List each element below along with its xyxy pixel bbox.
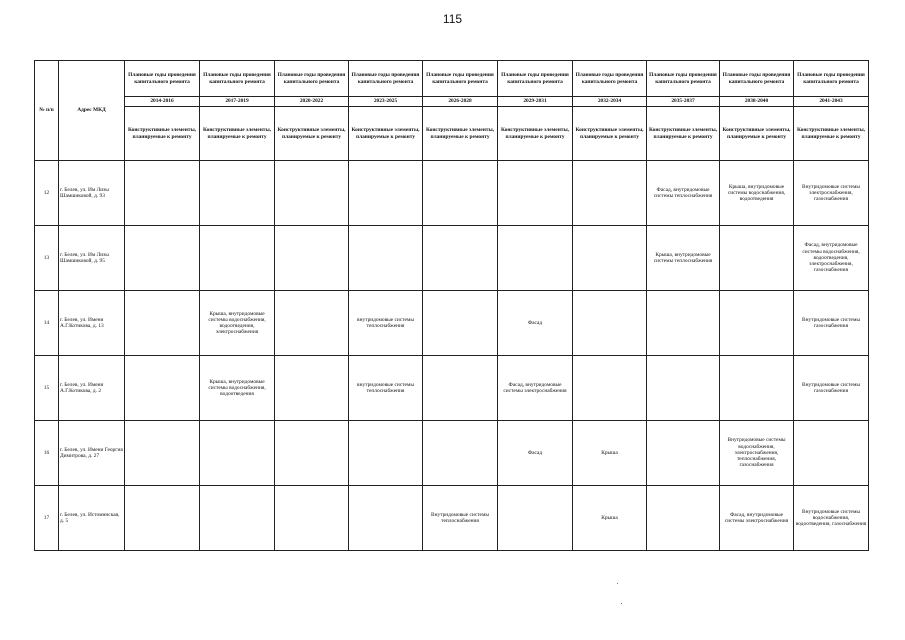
elements-label: Конструктивные элементы, планируемые к ремонту: [423, 107, 498, 161]
table-cell: Крыша, внутридомовые системы водоснабжения, водоотведения: [720, 161, 794, 226]
table-cell: [720, 356, 794, 421]
table-cell: [275, 226, 349, 291]
table-cell: [647, 356, 720, 421]
table-cell: Крыша, внутридомовые системы водоснабжения, водоотведения, электроснабжения: [200, 291, 275, 356]
table-cell: [200, 421, 275, 486]
row-number: 13: [35, 226, 59, 291]
table-cell: Фасад, внутридомовые системы водоснабжения, водоотведения, электроснабжения, газоснабжения: [794, 226, 869, 291]
table-cell: [573, 226, 647, 291]
period-title: Плановые годы проведения капитального ремонта: [200, 61, 275, 97]
table-cell: [573, 161, 647, 226]
table-cell: Фасад: [498, 421, 573, 486]
year-range: 2035-2037: [647, 97, 720, 107]
row-address: г. Белев, ул. Им Лизы Шамшиковой, д. 95: [59, 226, 125, 291]
table-cell: [200, 486, 275, 551]
period-title: Плановые годы проведения капитального ремонта: [794, 61, 869, 97]
table-cell: Фасад, внутридомовые системы электроснабжения: [720, 486, 794, 551]
year-range: 2014-2016: [125, 97, 200, 107]
table-cell: [423, 291, 498, 356]
table-cell: [125, 356, 200, 421]
elements-label: Конструктивные элементы, планируемые к ремонту: [275, 107, 349, 161]
table-cell: [349, 486, 423, 551]
table-row: [35, 291, 869, 356]
table-cell: Внутридомовые системы электроснабжения, газоснабжения: [794, 161, 869, 226]
table-cell: [573, 291, 647, 356]
year-range: 2020-2022: [275, 97, 349, 107]
row-number: 14: [35, 291, 59, 356]
table-cell: Фасад, внутридомовые системы электроснабжения: [498, 356, 573, 421]
elements-label: Конструктивные элементы, планируемые к ремонту: [794, 107, 869, 161]
elements-label: Конструктивные элементы, планируемые к ремонту: [720, 107, 794, 161]
table-header: [35, 61, 869, 161]
period-title: Плановые годы проведения капитального ремонта: [423, 61, 498, 97]
period-title: Плановые годы проведения капитального ремонта: [498, 61, 573, 97]
table-cell: [349, 226, 423, 291]
table-cell: [125, 291, 200, 356]
table-cell: [349, 161, 423, 226]
table-cell: [720, 291, 794, 356]
elements-label: Конструктивные элементы, планируемые к ремонту: [573, 107, 647, 161]
period-title: Плановые годы проведения капитального ремонта: [720, 61, 794, 97]
table-cell: Внутридомовые системы теплоснабжения: [423, 486, 498, 551]
table-cell: Фасад: [498, 291, 573, 356]
row-address: г. Белев, ул. Имени А.Г.Котикова, д. 13: [59, 291, 125, 356]
table-cell: [275, 161, 349, 226]
table-row: [35, 226, 869, 291]
year-range: 2026-2028: [423, 97, 498, 107]
table-cell: [423, 226, 498, 291]
table-cell: [423, 356, 498, 421]
table-cell: [423, 421, 498, 486]
table-row: [35, 356, 869, 421]
table-cell: [275, 356, 349, 421]
elements-label: Конструктивные элементы, планируемые к ремонту: [498, 107, 573, 161]
year-range: 2029-2031: [498, 97, 573, 107]
repair-plan-table: [34, 60, 869, 551]
address-header: Адрес МКД: [59, 61, 125, 161]
table-cell: [720, 226, 794, 291]
table-cell: [125, 161, 200, 226]
year-range: 2032-2034: [573, 97, 647, 107]
elements-label: Конструктивные элементы, планируемые к ремонту: [200, 107, 275, 161]
table-cell: Крыша: [573, 486, 647, 551]
row-address: г. Белев, ул. Имени Георгия Димитрова, д. 27: [59, 421, 125, 486]
table-cell: внутридомовые системы теплоснабжения: [349, 291, 423, 356]
table-cell: Крыша, внутридомовые системы теплоснабжения: [647, 226, 720, 291]
period-title: Плановые годы проведения капитального ремонта: [647, 61, 720, 97]
scan-speck: [621, 603, 622, 604]
table-cell: Внутридомовые системы водоснабжения, водоотведения, газоснабжения: [794, 486, 869, 551]
table-cell: [125, 421, 200, 486]
table-row: [35, 161, 869, 226]
table-cell: [647, 291, 720, 356]
num-header: № п/п: [35, 61, 59, 161]
table-cell: Внутридомовые системы газоснабжения: [794, 356, 869, 421]
row-number: 12: [35, 161, 59, 226]
table-cell: [498, 226, 573, 291]
table-row: [35, 486, 869, 551]
table-cell: Внутридомовые системы газоснабжения: [794, 291, 869, 356]
year-range: 2041-2043: [794, 97, 869, 107]
page-number: 115: [442, 12, 463, 26]
table-cell: [275, 291, 349, 356]
table-cell: [647, 486, 720, 551]
table-cell: Крыша: [573, 421, 647, 486]
period-title: Плановые годы проведения капитального ремонта: [275, 61, 349, 97]
row-address: г. Белев, ул. Имени А.Г.Котикова, д. 2: [59, 356, 125, 421]
period-title: Плановые годы проведения капитального ремонта: [125, 61, 200, 97]
scan-speck: [617, 583, 618, 584]
year-range: 2038-2040: [720, 97, 794, 107]
table-row: [35, 421, 869, 486]
table-cell: [498, 486, 573, 551]
row-address: г. Белев, ул. Им Лизы Шамшиковой, д. 93: [59, 161, 125, 226]
row-number: 15: [35, 356, 59, 421]
period-title: Плановые годы проведения капитального ремонта: [349, 61, 423, 97]
row-address: г. Белев, ул. Истоминская, д. 5: [59, 486, 125, 551]
row-number: 17: [35, 486, 59, 551]
table-cell: [275, 421, 349, 486]
table-cell: [647, 421, 720, 486]
period-title: Плановые годы проведения капитального ремонта: [573, 61, 647, 97]
elements-label: Конструктивные элементы, планируемые к ремонту: [647, 107, 720, 161]
table-cell: [125, 226, 200, 291]
table-cell: [423, 161, 498, 226]
table-cell: [498, 161, 573, 226]
table-cell: [200, 226, 275, 291]
table-cell: [573, 356, 647, 421]
table-cell: [125, 486, 200, 551]
row-number: 16: [35, 421, 59, 486]
table-body: [35, 161, 869, 551]
table-cell: [794, 421, 869, 486]
elements-label: Конструктивные элементы, планируемые к ремонту: [125, 107, 200, 161]
table-cell: [275, 486, 349, 551]
table-cell: [200, 161, 275, 226]
table-cell: Фасад, внутридомовые системы теплоснабжения: [647, 161, 720, 226]
year-range: 2017-2019: [200, 97, 275, 107]
elements-label: Конструктивные элементы, планируемые к ремонту: [349, 107, 423, 161]
year-range: 2023-2025: [349, 97, 423, 107]
table-cell: Внутридомовые системы водоснабжения, электроснабжения, теплоснабжения, газоснабжения: [720, 421, 794, 486]
table-cell: [349, 421, 423, 486]
table-cell: Крыша, внутридомовые системы водоснабжения, водоотведения: [200, 356, 275, 421]
table-cell: внутридомовые системы теплоснабжения: [349, 356, 423, 421]
